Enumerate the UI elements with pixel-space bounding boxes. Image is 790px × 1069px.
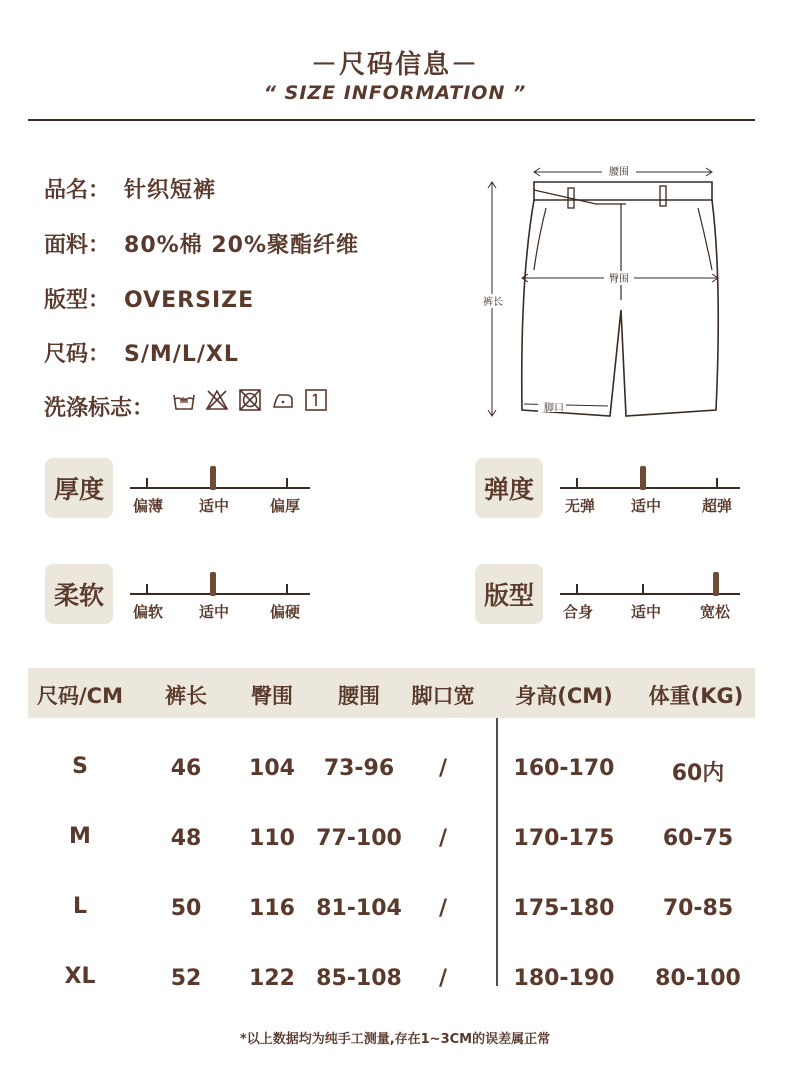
length-label: 裤长 [483,297,503,308]
table-column-divider [496,718,498,986]
do-not-tumble-dry-icon [238,388,262,412]
table-cell: 80-100 [655,966,741,991]
thickness-marker [210,466,216,490]
table-cell: 73-96 [323,756,395,781]
table-cell: 160-170 [513,756,615,781]
thickness-badge: 厚度 [45,458,113,518]
hip-label: 臀围 [609,274,629,285]
fit-label-low: 合身 [562,603,594,621]
fit-tick-low [576,584,578,594]
size-label: 尺码： [44,342,111,367]
fabric-value: 80%棉 20%聚酯纤维 [124,233,359,258]
shorts-diagram [476,160,746,430]
table-cell: 46 [170,756,202,781]
elasticity-badge: 弹度 [475,458,543,518]
elasticity-label-mid: 适中 [630,497,662,515]
table-cell: 77-100 [316,826,402,851]
table-cell: 52 [170,966,202,991]
flat-dry-icon [304,388,328,412]
table-cell: 60内 [671,761,725,786]
elasticity-tick-high [716,478,718,488]
wash-row [44,391,154,422]
fit-marker [713,572,719,596]
thickness-label-mid: 适中 [198,497,230,515]
softness-label-low: 偏软 [132,603,164,621]
thickness-label-high: 偏厚 [269,497,301,515]
iron-low-icon [271,388,295,412]
product-name-value: 针织短裤 [124,178,217,203]
do-not-bleach-icon [205,388,229,412]
thickness-tick-low [146,478,148,488]
softness-tick-low [146,584,148,594]
table-header-waist: 腰围 [338,684,380,708]
fit-tick-mid [642,584,644,594]
table-header-weight: 体重(KG) [648,684,744,708]
fabric-label: 面料： [44,233,111,258]
table-cell: 70-85 [662,896,734,921]
fit-value: OVERSIZE [124,288,255,313]
measurement-footnote: *以上数据均为纯手工测量,存在1~3CM的误差属正常 [239,1032,551,1047]
thickness-scale-line [130,487,310,489]
softness-scale-line [130,593,310,595]
table-cell: / [438,896,448,921]
table-cell: 60-75 [662,826,734,851]
table-cell: 180-190 [513,966,615,991]
elasticity-tick-low [576,478,578,488]
table-cell: 48 [170,826,202,851]
thickness-tick-high [286,478,288,488]
elasticity-label-high: 超弹 [701,497,733,515]
table-cell: 50 [170,896,202,921]
softness-tick-high [286,584,288,594]
thickness-label-low: 偏薄 [132,497,164,515]
table-cell: 175-180 [513,896,615,921]
hem-label: 脚口 [544,403,564,414]
table-cell: / [438,756,448,781]
fabric-row [44,228,359,259]
table-header-hip: 臀围 [251,684,293,708]
table-cell: 104 [249,756,295,781]
table-cell: 110 [249,826,295,851]
title-english: “ SIZE INFORMATION ” [263,82,527,104]
table-cell: / [438,966,448,991]
table-cell: 122 [249,966,295,991]
size-row [44,337,239,368]
softness-marker [210,572,216,596]
table-header-length: 裤长 [165,684,207,708]
size-value: S/M/L/XL [124,342,239,367]
table-cell: 170-175 [513,826,615,851]
hand-wash-icon [172,388,196,412]
elasticity-label-low: 无弹 [564,497,596,515]
table-cell: L [72,894,88,919]
wash-icons [172,388,328,412]
fit-label: 版型： [44,288,111,313]
wash-label: 洗涤标志： [44,396,155,421]
table-cell: S [72,754,88,779]
fit-badge: 版型 [475,564,543,624]
table-cell: XL [64,964,96,989]
table-cell: M [69,824,91,849]
softness-badge: 柔软 [45,564,113,624]
fit-label-mid: 适中 [630,603,662,621]
softness-label-high: 偏硬 [269,603,301,621]
size-table-header-bg [28,668,755,718]
table-cell: 116 [249,896,295,921]
table-cell: 81-104 [316,896,402,921]
fit-label-high: 宽松 [699,603,731,621]
table-header-hem: 脚口宽 [411,684,475,708]
table-header-size: 尺码/CM [37,684,123,708]
header-divider [28,119,755,121]
title-chinese: －尺码信息－ [310,50,479,80]
product-name-row [44,173,216,204]
table-cell: 85-108 [316,966,402,991]
waist-label: 腰围 [609,167,629,178]
table-cell: / [438,826,448,851]
product-name-label: 品名： [44,178,111,203]
table-header-height: 身高(CM) [515,684,613,708]
elasticity-marker [640,466,646,490]
elasticity-scale-line [560,487,740,489]
softness-label-mid: 适中 [198,603,230,621]
fit-row [44,283,254,314]
